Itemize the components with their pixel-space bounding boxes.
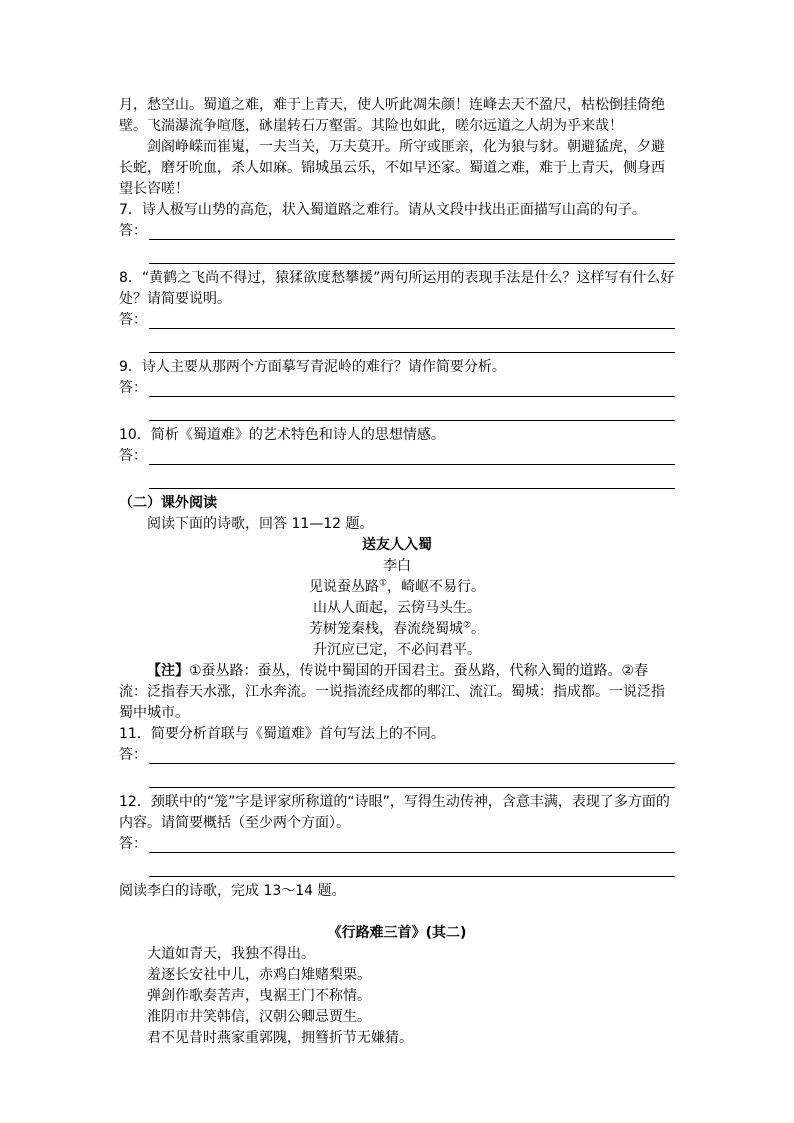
answer-row-7 bbox=[119, 221, 675, 242]
poem-line: 芳树笼秦栈，春流绕蜀城②。 bbox=[308, 620, 486, 637]
document-page bbox=[119, 95, 675, 1049]
poem-line: 大道如青天，我独不得出。 bbox=[147, 946, 315, 962]
answer-line[interactable] bbox=[149, 852, 675, 853]
answer-line[interactable] bbox=[149, 328, 675, 329]
passage-paragraph-2: 剑阁峥嵘而崔嵬，一夫当关，万夫莫开。所守或匪亲，化为狼与豺。朝避猛虎，夕避长蛇，磨牙吮血，杀人如麻。锦城虽云乐，不如早还家。蜀道之难，难于上青天，侧身西望长咨嗟！ bbox=[119, 139, 665, 197]
answer-row-8 bbox=[119, 310, 675, 331]
answer-line[interactable] bbox=[149, 464, 675, 465]
answer-line[interactable] bbox=[149, 239, 675, 240]
question-9: 9．诗人主要从那两个方面摹写青泥岭的难行？请作简要分析。 bbox=[119, 359, 506, 375]
poem-line: 淮阴市井笑韩信，汉朝公卿忌贾生。 bbox=[147, 1009, 371, 1025]
section-instruction: 阅读李白的诗歌，完成 13～14 题。 bbox=[119, 883, 346, 899]
question-10: 10．简析《蜀道难》的艺术特色和诗人的思想情感。 bbox=[119, 427, 445, 443]
poem-title: 送友人入蜀 bbox=[362, 537, 432, 553]
answer-line[interactable] bbox=[149, 331, 675, 353]
answer-line[interactable] bbox=[149, 763, 675, 764]
section-instruction: 阅读下面的诗歌，回答 11—12 题。 bbox=[147, 516, 374, 532]
answer-label: 答： bbox=[119, 380, 147, 396]
answer-label: 答： bbox=[119, 836, 147, 852]
poem-body bbox=[119, 944, 675, 1049]
answer-row-9 bbox=[119, 378, 675, 399]
answer-line[interactable] bbox=[149, 467, 675, 489]
section-heading: （二）课外阅读 bbox=[119, 495, 217, 511]
answer-row-11 bbox=[119, 745, 675, 766]
footnote-mark: ① bbox=[378, 578, 388, 589]
answer-row-10 bbox=[119, 446, 675, 467]
poem-line: 山从人面起，云傍马头生。 bbox=[313, 600, 481, 616]
poem-title: 《行路难三首》(其二) bbox=[327, 925, 467, 941]
poem-line: 羞逐长安社中儿，赤鸡白雉赌梨栗。 bbox=[147, 967, 371, 983]
poem-author: 李白 bbox=[383, 558, 411, 574]
answer-line[interactable] bbox=[149, 766, 675, 788]
footnote-mark: ② bbox=[462, 620, 472, 631]
question-11: 11．简要分析首联与《蜀道难》首句写法上的不同。 bbox=[119, 726, 445, 742]
answer-line[interactable] bbox=[149, 855, 675, 877]
question-8: 8．“黄鹤之飞尚不得过，猿猱欲度愁攀援”两句所运用的表现手法是什么？这样写有什么好处？请简要说明。 bbox=[119, 270, 675, 307]
answer-label: 答： bbox=[119, 312, 147, 328]
passage-paragraph-1: 月，愁空山。蜀道之难，难于上青天，使人听此凋朱颜！连峰去天不盈尺，枯松倒挂倚绝壁。飞湍瀑流争喧豗，砯崖转石万壑雷。其险也如此，嗟尔远道之人胡为乎来哉！ bbox=[119, 97, 665, 134]
poem-line: 升沉应已定，不必问君平。 bbox=[313, 642, 481, 658]
answer-line[interactable] bbox=[149, 242, 675, 264]
answer-label: 答： bbox=[119, 223, 147, 239]
poem-line: 君不见昔时燕家重郭隗，拥篲折节无嫌猜。 bbox=[147, 1030, 413, 1046]
question-12: 12．颈联中的“笼”字是评家所称道的“诗眼”，写得生动传神，含意丰满，表现了多方面的内容。请简要概括（至少两个方面）。 bbox=[119, 794, 670, 831]
answer-line[interactable] bbox=[149, 396, 675, 397]
question-7: 7．诗人极写山势的高危，状入蜀道路之难行。请从文段中找出正面描写山高的句子。 bbox=[119, 202, 646, 218]
answer-line[interactable] bbox=[149, 399, 675, 421]
answer-label: 答： bbox=[119, 747, 147, 763]
poem-line: 见说蚕丛路①，崎岖不易行。 bbox=[308, 578, 486, 595]
answer-label: 答： bbox=[119, 448, 147, 464]
note-label: 【注】 bbox=[147, 663, 189, 679]
poem-note: 【注】①蚕丛路：蚕丛，传说中蜀国的开国君主。蚕丛路，代称入蜀的道路。②春流：泛指春天水涨，江水奔流。一说指流经成都的郫江、流江。蜀城：指成都。一说泛指蜀中城市。 bbox=[119, 663, 665, 721]
poem-line: 弹剑作歌奏苦声，曳裾王门不称情。 bbox=[147, 988, 371, 1004]
answer-row-12 bbox=[119, 834, 675, 855]
